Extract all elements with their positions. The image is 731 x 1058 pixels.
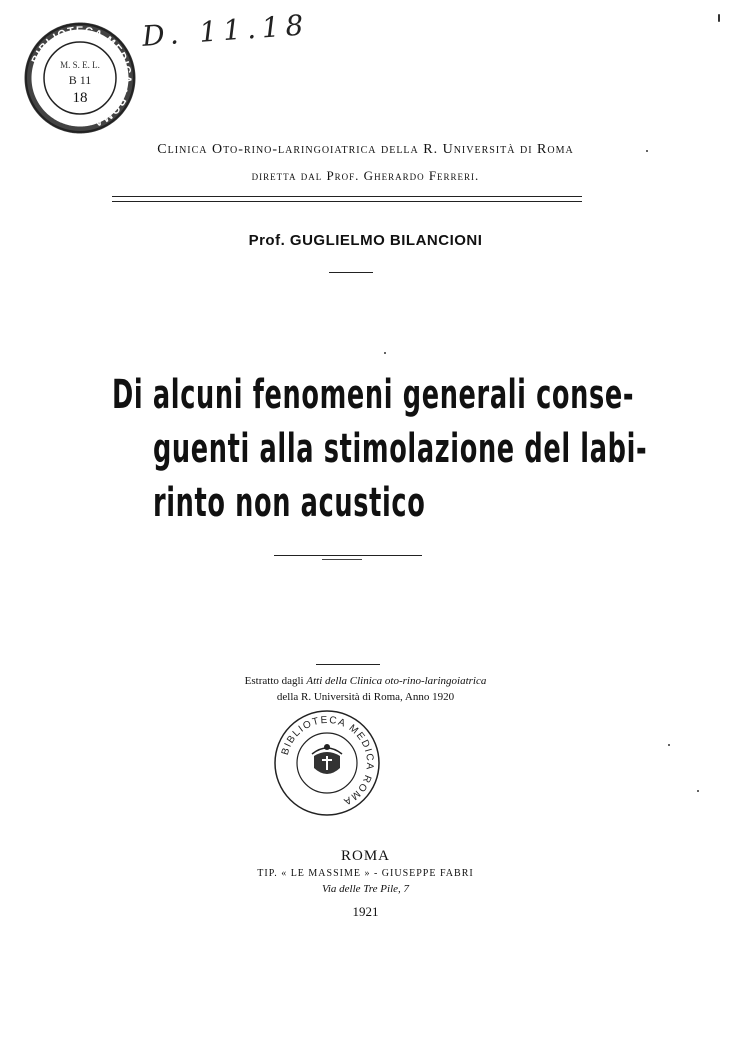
stamp-line-2: B 11 xyxy=(68,73,92,87)
title-divider-accent xyxy=(322,559,362,560)
library-stamp xyxy=(24,22,136,134)
scan-speck xyxy=(384,352,386,354)
scan-speck xyxy=(668,744,670,746)
clinic-heading: Clinica Oto-rino-laringoiatrica della R. Università di Roma xyxy=(157,142,574,157)
scan-speck xyxy=(697,790,699,792)
extract-divider xyxy=(316,664,380,665)
extract-line-1 xyxy=(0,675,731,687)
extract-journal: Atti della Clinica oto-rino-laringoiatrica xyxy=(306,675,487,687)
extract-line-2: della R. Università di Roma, Anno 1920 xyxy=(276,691,455,703)
library-seal xyxy=(272,708,382,818)
imprint-year: 1921 xyxy=(352,904,379,919)
author-name: Prof. GUGLIELMO BILANCIONI xyxy=(248,232,483,249)
scan-speck xyxy=(718,14,720,22)
director-line: diretta dal Prof. Gherardo Ferreri. xyxy=(251,168,480,183)
imprint-address: Via delle Tre Pile, 7 xyxy=(321,883,410,895)
header-divider xyxy=(112,196,582,202)
stamp-line-1: M. S. E. L. xyxy=(60,60,100,70)
stamp-line-3: 18 xyxy=(72,90,88,106)
title-line-1: Di alcuni fenomeni generali conse- xyxy=(112,372,635,418)
imprint-city: ROMA xyxy=(340,848,390,864)
author-divider xyxy=(329,272,373,273)
document-title xyxy=(112,368,648,530)
title-line-2: guenti alla stimolazione del labi- xyxy=(152,426,648,472)
title-line-3: rinto non acustico xyxy=(152,480,426,526)
crest-icon xyxy=(312,744,342,774)
scan-speck xyxy=(646,150,648,152)
seal-ring-text: BIBLIOTECA MEDICA ROMA xyxy=(279,714,376,808)
handwritten-shelfmark: D. 11.18 xyxy=(141,8,311,53)
title-divider xyxy=(274,555,422,556)
stamp-ring-text: BIBLIOTECA MEDICA • ROMA xyxy=(29,24,134,129)
extract-prefix: Estratto dagli xyxy=(244,675,304,687)
imprint-printer: TIP. « LE MASSIME » - GIUSEPPE FABRI xyxy=(257,868,474,879)
